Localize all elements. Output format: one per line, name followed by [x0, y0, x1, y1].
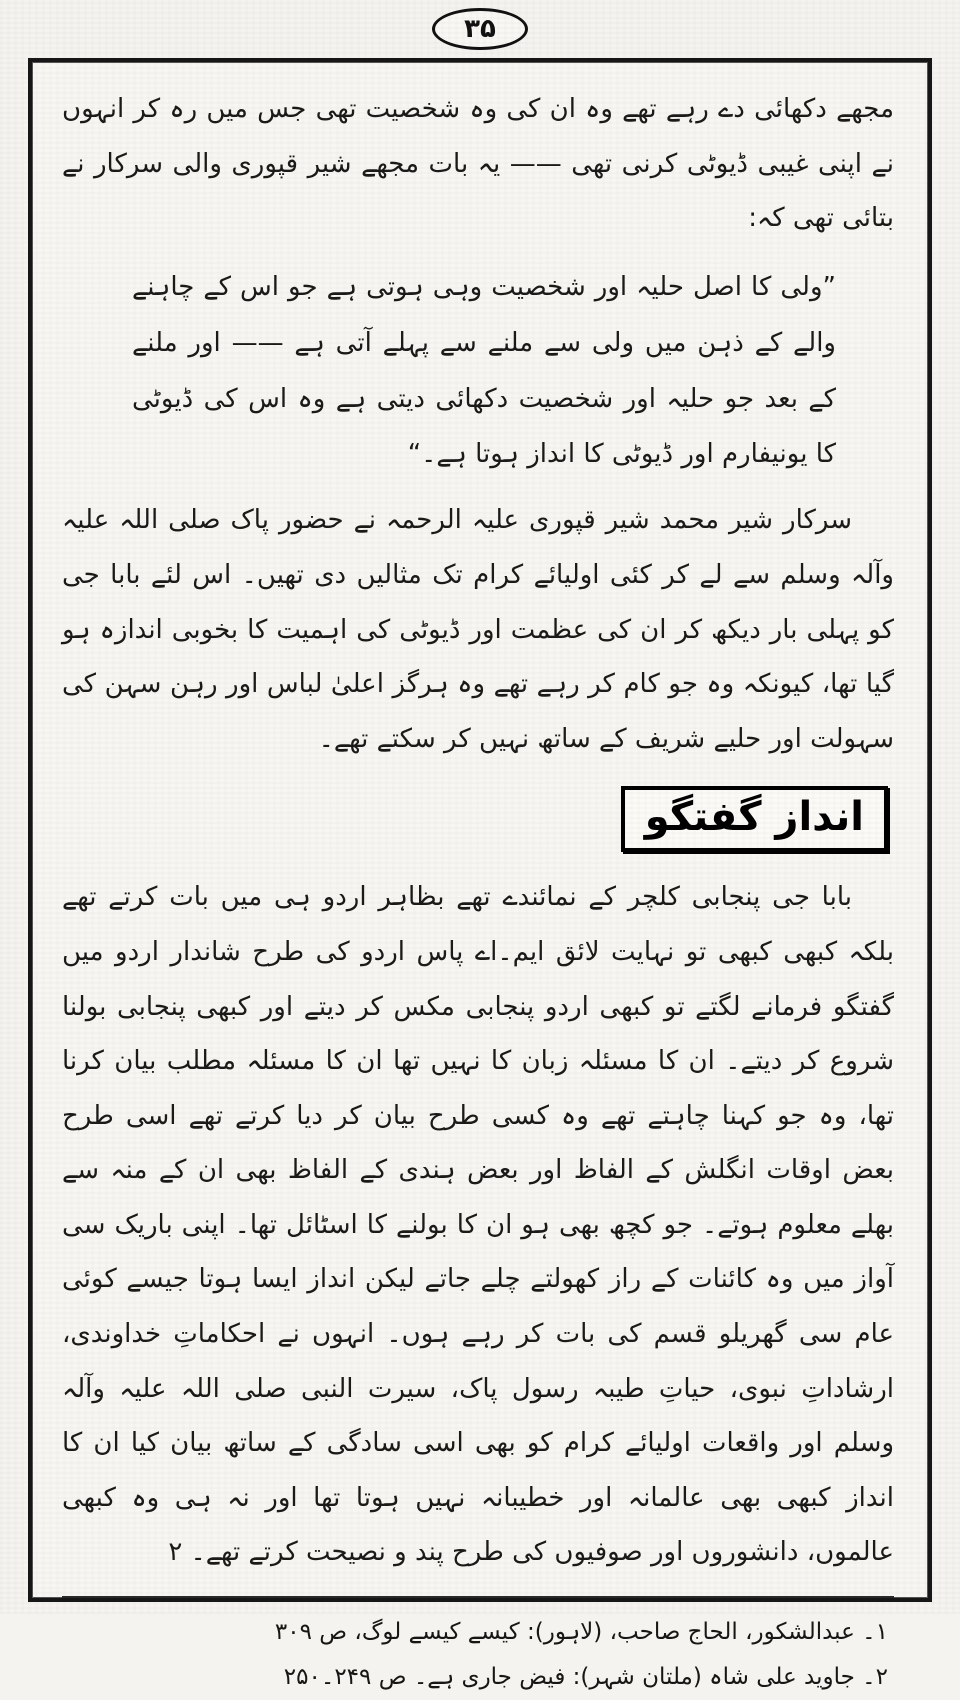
page-header	[0, 0, 960, 50]
footnote-2: ۲۔ جاوید علی شاہ (ملتان شہر): فیض جاری ہے۔ ص ۲۴۹۔۲۵۰	[283, 1663, 888, 1690]
section-heading-row	[62, 772, 894, 870]
paragraph-speech-style: بابا جی پنجابی کلچر کے نمائندے تھے بظاہر اردو ہی میں بات کرتے تھے بلکہ کبھی کبھی تو نہایت لائق ایم۔اے پاس اردو کی طرح شاندار اردو میں گفتگو فرمانے لگتے تو کبھی اردو پنجابی مکس کر دیتے اور کبھی پنجابی بولنا شروع کر دیتے۔ ان کا مسئلہ زبان کا نہیں تھا ان کا مسئلہ مطلب بیان کرنا تھا، وہ جو کہنا چاہتے تھے وہ کسی طرح بیان کر دیا کرتے تھے اسی طرح بعض اوقات انگلش کے الفاظ اور بعض ہندی کے الفاظ بھی ان کے منہ سے بھلے معلوم ہوتے۔ جو کچھ بھی ہو ان کا بولنے کا اسٹائل تھا۔ اپنی باریک سی آواز میں وہ کائنات کے راز کھولتے چلے جاتے لیکن انداز ایسا ہوتا جیسے کوئی عام سی گھریلو قسم کی بات کر رہے ہوں۔ انہوں نے احکاماتِ خداوندی، ارشاداتِ نبوی، حیاتِ طیبہ رسول پاک، سیرت النبی صلی اللہ علیہ وآلہ وسلم اور واقعات اولیائے کرام کو بھی اسی سادگی کے ساتھ بیان کیا ان کا انداز کبھی بھی عالمانہ اور خطیبانہ نہیں ہوتا تھا اور نہ ہی وہ کبھی عالموں، دانشوروں اور صوفیوں کی طرح پند و نصیحت کرتے تھے۔ ۲	[62, 882, 894, 1568]
page-frame	[28, 58, 932, 1690]
footnote-1: ۱۔ عبدالشکور، الحاج صاحب، (لاہور): کیسے کیسے لوگ، ص ۳۰۹	[274, 1619, 888, 1646]
page-number: ۳۵	[432, 8, 528, 50]
section-heading: انداز گفتگو	[621, 786, 888, 852]
paragraph-intro: مجھے دکھائی دے رہے تھے وہ ان کی وہ شخصیت تھی جس میں رہ کر انہوں نے اپنی غیبی ڈیوٹی کرنی تھی —— یہ بات مجھے شیر قپوری والی سرکار نے بتائی تھی کہ:	[62, 94, 894, 234]
paragraph-examples: سرکار شیر محمد شیر قپوری علیہ الرحمہ نے حضور پاک صلی اللہ علیہ وآلہ وسلم سے لے کر کئی اولیائے کرام تک مثالیں دی تھیں۔ اس لئے بابا جی کو پہلی بار دیکھ کر ان کی عظمت اور ڈیوٹی کی اہمیت کا بخوبی اندازہ ہو گیا تھا، کیونکہ وہ جو کام کر رہے تھے وہ ہرگز اعلیٰ لباس اور رہن سہن کی سہولت اور حلیے شریف کے ساتھ نہیں کر سکتے تھے۔	[62, 505, 894, 754]
quote-block: ”ولی کا اصل حلیہ اور شخصیت وہی ہوتی ہے جو اس کے چاہنے والے کے ذہن میں ولی سے ملنے سے پہلے آتی ہے —— اور ملنے کے بعد جو حلیہ اور شخصیت دکھائی دیتی ہے وہ اس کی ڈیوٹی کا یونیفارم اور ڈیوٹی کا انداز ہوتا ہے۔“	[132, 271, 836, 470]
footnote-divider	[62, 1596, 894, 1598]
